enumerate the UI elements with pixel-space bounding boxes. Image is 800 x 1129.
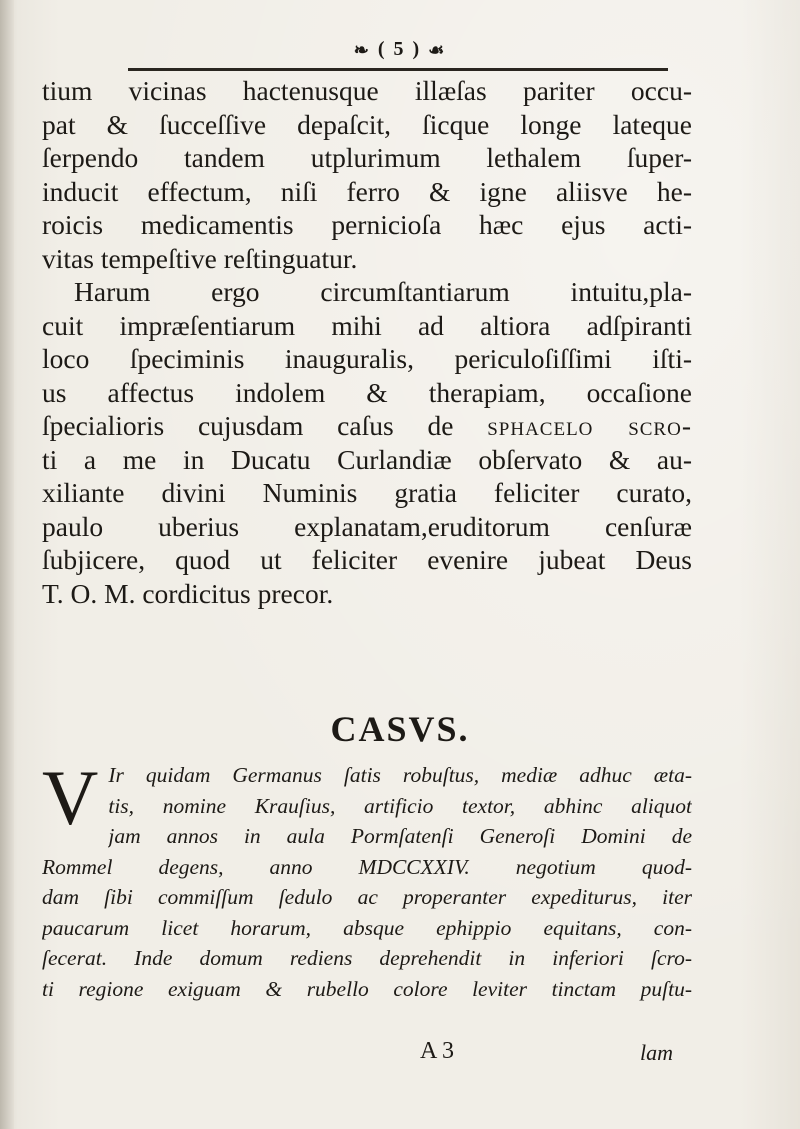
- signature-mark: A 3: [420, 1038, 455, 1064]
- text-line: ti regione exiguam & rubello colore leviter tinctam puſtu-: [42, 976, 692, 1001]
- catchword: lam: [640, 1040, 673, 1065]
- text-line: tis, nomine Krauſius, artificio textor, abhinc aliquot: [108, 793, 692, 818]
- text-line: tium vicinas hactenusque illæſas pariter occu-: [42, 75, 692, 106]
- text-line: ſubjicere, quod ut feliciter evenire jubeat Deus: [42, 544, 692, 575]
- text-line: ſecerat. Inde domum rediens deprehendit in inferiori ſcro-: [42, 946, 692, 970]
- smallcaps-term: sphacelo scro-: [487, 410, 692, 441]
- text-line-with-smallcaps: [42, 409, 692, 443]
- text-line: ſerpendo tandem utplurimum lethalem ſuper-: [42, 142, 692, 173]
- text-line: us affectus indolem & therapiam, occaſione: [42, 376, 692, 408]
- page-number: ( 5 ): [377, 38, 422, 60]
- text-line: xiliante divini Numinis gratia feliciter curato,: [42, 477, 692, 508]
- text-line: vitas tempeſtive reſtinguatur.: [42, 242, 358, 274]
- page-gutter-shadow: [0, 0, 14, 1129]
- left-ornament-icon: ❧: [353, 39, 371, 60]
- text-line: inducit effectum, niſi ferro & igne aliisve he-: [42, 175, 692, 207]
- text-line: cuit impræſentiarum mihi ad altiora adſpiranti: [42, 309, 692, 341]
- section-heading: CASVS.: [330, 709, 470, 749]
- text-line: jam annos in aula Pormſatenſi Generoſi Domini de: [108, 824, 692, 848]
- text-line: Rommel degens, anno MDCCXXIV. negotium quod-: [42, 854, 692, 879]
- text-line: ti a me in Ducatu Curlandiæ obſervato & au-: [42, 443, 692, 475]
- text-line: loco ſpeciminis inauguralis, periculoſiſſimi iſti-: [42, 343, 692, 374]
- page-header: [0, 38, 800, 61]
- text-line: paulo uberius explanatam,eruditorum cenſuræ: [42, 510, 692, 542]
- text-line: dam ſibi commiſſum ſedulo ac properanter expediturus, iter: [42, 885, 692, 909]
- drop-capital: V: [42, 754, 99, 841]
- header-rule: [128, 68, 668, 71]
- main-paragraph: [42, 74, 692, 610]
- right-ornament-icon: ☙: [428, 39, 447, 60]
- text-line: paucarum licet horarum, absque ephippio equitans, con-: [42, 915, 692, 940]
- text-fragment: ſpecialioris cujusdam caſus de: [42, 410, 488, 441]
- text-line: Ir quidam Germanus ſatis robuſtus, mediæ adhuc æta-: [108, 763, 692, 787]
- text-line: pat & ſucceſſive depaſcit, ſicque longe lateque: [42, 108, 692, 140]
- text-line: T. O. M. cordicitus precor.: [42, 577, 334, 609]
- text-line: roicis medicamentis pernicioſa hæc ejus acti-: [42, 209, 692, 240]
- casus-paragraph: [42, 754, 692, 1004]
- text-line: Harum ergo circumſtantiarum intuitu,pla-: [74, 276, 692, 307]
